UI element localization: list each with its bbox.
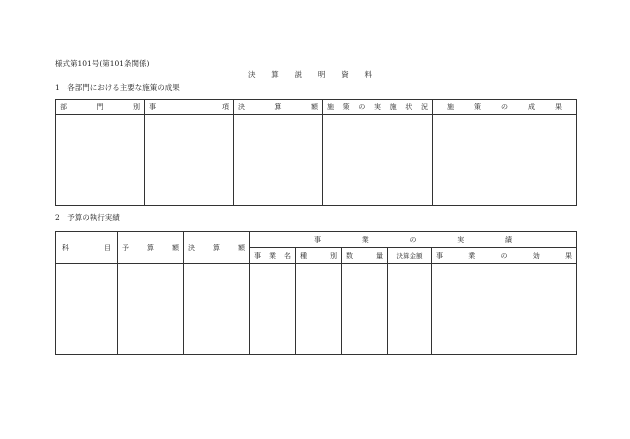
header-settlement-amount (234, 100, 323, 115)
header-char: 績 (505, 235, 512, 244)
header-char: の (500, 251, 508, 260)
header-char: 事 (254, 251, 261, 260)
header-char: 決 (238, 103, 245, 111)
header-char: 算 (213, 243, 220, 252)
header-implementation-status (323, 100, 433, 115)
header-char: 額 (238, 243, 245, 252)
header-char: 決 (188, 243, 195, 252)
header-char: 明 (317, 70, 326, 79)
header-char: 事 (314, 235, 321, 244)
cell-type[interactable] (296, 264, 342, 355)
cell-item[interactable] (145, 115, 234, 206)
form-number: 様式第101号(第101条関係) (55, 59, 150, 68)
cell-budget-amount[interactable] (118, 264, 184, 355)
header-project-results (250, 232, 577, 248)
header-char: 科 (62, 243, 69, 252)
header-char: 別 (133, 103, 140, 111)
header-char: 果 (555, 103, 562, 111)
cell-outcome[interactable] (433, 115, 577, 206)
header-char: 実 (457, 235, 465, 244)
cell-settlement-amount[interactable] (234, 115, 323, 206)
header-settled-sum (388, 248, 432, 264)
header-char: 種 (300, 251, 307, 260)
budget-execution-table (55, 231, 577, 355)
section2-heading: 2 予算の執行実績 (55, 213, 120, 222)
header-char: 施 (389, 103, 397, 111)
header-char: 額 (311, 103, 318, 111)
header-outcome (433, 100, 577, 115)
header-char: 数 (346, 251, 353, 260)
header-char: 説 (294, 70, 303, 79)
header-char: 門 (96, 103, 104, 111)
results-table (55, 99, 577, 206)
header-settled-amount (184, 232, 250, 264)
cell-implementation-status[interactable] (323, 115, 433, 206)
header-char: 実 (373, 103, 381, 111)
header-char: 算 (274, 103, 282, 111)
header-char: 予 (122, 243, 129, 252)
header-quantity (342, 248, 388, 264)
header-char: 別 (330, 251, 337, 260)
header-char: 料 (364, 70, 372, 79)
cell-department[interactable] (56, 115, 145, 206)
header-char: 策 (342, 103, 350, 111)
header-char: 決算金額 (396, 252, 423, 260)
cell-project-effect[interactable] (432, 264, 577, 355)
header-char: 効 (532, 251, 540, 260)
header-char: 目 (104, 243, 111, 252)
header-char: 事 (149, 103, 156, 111)
document-title (248, 71, 372, 79)
header-char: の (409, 235, 417, 244)
header-char: 業 (269, 251, 276, 260)
header-budget-amount (118, 232, 184, 264)
header-char: 況 (420, 103, 428, 111)
header-char: 策 (474, 103, 481, 111)
header-char: 業 (468, 251, 476, 260)
header-char: の (501, 103, 508, 111)
header-char: 施 (327, 103, 334, 111)
header-char: 決 (248, 70, 256, 79)
cell-quantity[interactable] (342, 264, 388, 355)
cell-project-name[interactable] (250, 264, 296, 355)
header-char: 算 (147, 243, 154, 252)
cell-settled-sum[interactable] (388, 264, 432, 355)
cell-settled-amount[interactable] (184, 264, 250, 355)
header-char: 項 (222, 103, 229, 111)
header-account (56, 232, 118, 264)
header-char: 部 (60, 103, 67, 111)
header-char: 量 (376, 251, 383, 260)
header-char: 成 (528, 103, 535, 111)
cell-account[interactable] (56, 264, 118, 355)
header-char: 業 (361, 235, 369, 244)
header-type (296, 248, 342, 264)
section1-heading: 1 各部門における主要な施策の成果 (55, 83, 180, 92)
header-department (56, 100, 145, 115)
header-project-name (250, 248, 296, 264)
header-char: 事 (436, 251, 443, 260)
header-char: 算 (271, 70, 279, 79)
header-char: 資 (341, 70, 349, 79)
header-char: 名 (284, 251, 291, 260)
header-char: の (358, 103, 366, 111)
header-char: 果 (565, 251, 572, 260)
header-char: 状 (405, 103, 413, 111)
header-item (145, 100, 234, 115)
header-project-effect (432, 248, 577, 264)
header-char: 額 (172, 243, 179, 252)
header-char: 施 (447, 103, 454, 111)
